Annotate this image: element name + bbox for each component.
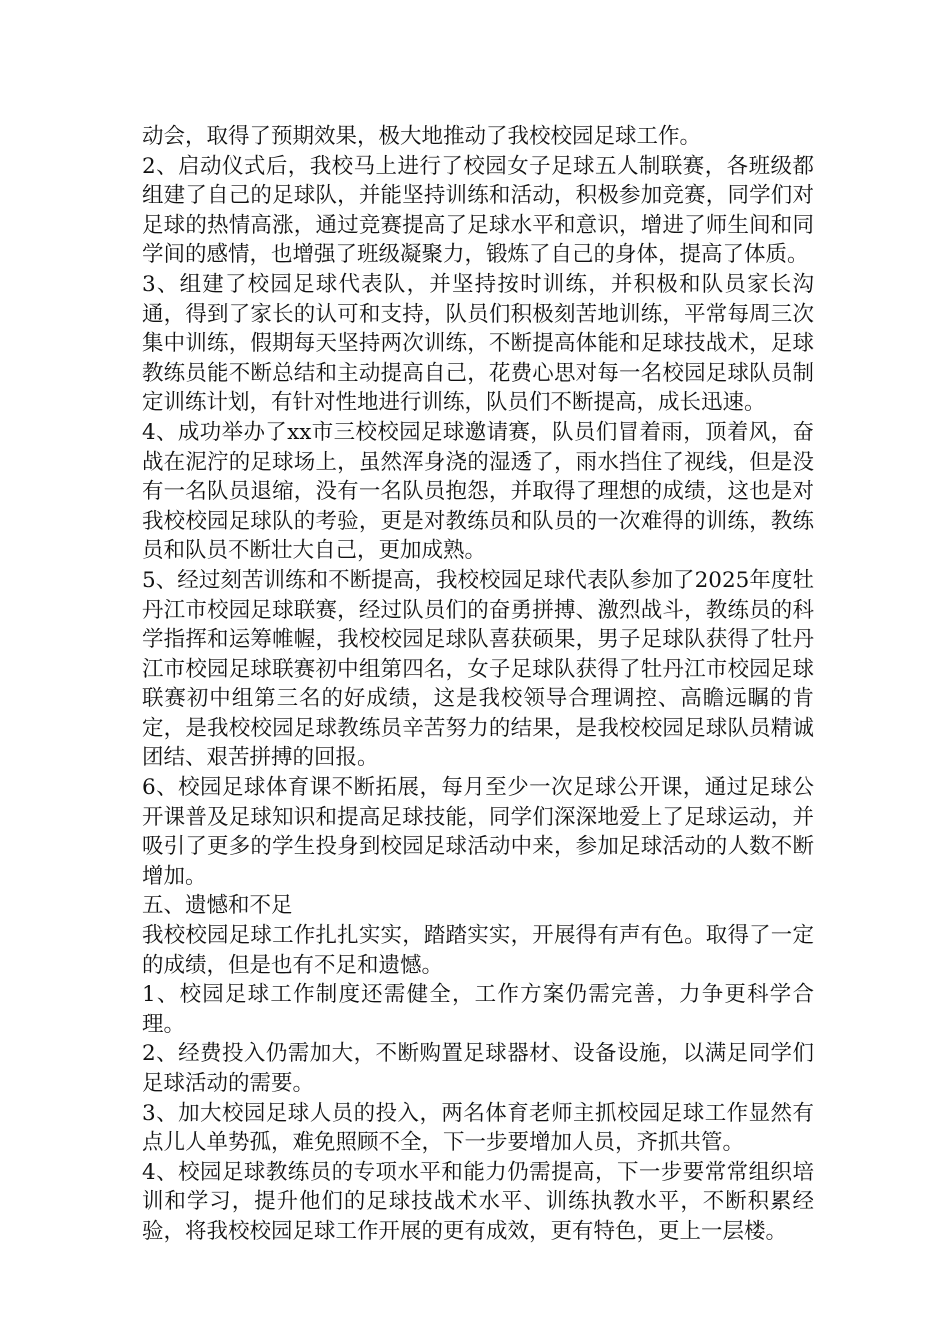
paragraph-shortcoming-2: 2、经费投入仍需加大，不断购置足球器材、设备设施，以满足同学们足球活动的需要。 bbox=[142, 1041, 814, 1096]
paragraph-continuation: 动会，取得了预期效果，极大地推动了我校校园足球工作。 bbox=[142, 124, 702, 149]
paragraph-shortcoming-1: 1、校园足球工作制度还需健全，工作方案仍需完善，力争更科学合理。 bbox=[142, 982, 814, 1037]
paragraph-shortcoming-4: 4、校园足球教练员的专项水平和能力仍需提高，下一步要常常组织培训和学习，提升他们的足球技战术水平、训练执教水平，不断积累经验，将我校校园足球工作开展的更有成效，更有特色，更上一层楼。 bbox=[142, 1159, 814, 1244]
paragraph-item-6: 6、校园足球体育课不断拓展，每月至少一次足球公开课，通过足球公开课普及足球知识和提高足球技能，同学们深深地爱上了足球运动，并吸引了更多的学生投身到校园足球活动中来，参加足球活动的人数不断增加。 bbox=[142, 775, 814, 889]
section-heading: 五、遗憾和不足 bbox=[142, 893, 293, 919]
paragraph-item-3: 3、组建了校园足球代表队，并坚持按时训练，并积极和队员家长沟通，得到了家长的认可和支持，队员们积极刻苦地训练，平常每周三次集中训练，假期每天坚持两次训练，不断提高体能和足球技战术，足球教练员能不断总结和主动提高自己，花费心思对每一名校园足球队员制定训练计划，有针对性地进行训练，队员们不断提高，成长迅速。 bbox=[142, 271, 814, 416]
paragraph-shortcoming-3: 3、加大校园足球人员的投入，两名体育老师主抓校园足球工作显然有点儿人单势孤，难免照顾不全，下一步要增加人员，齐抓共管。 bbox=[142, 1100, 814, 1156]
paragraph-summary: 我校校园足球工作扎扎实实，踏踏实实，开展得有声有色。取得了一定的成绩，但是也有不足和遗憾。 bbox=[142, 923, 814, 978]
paragraph-item-4: 4、成功举办了xx市三校校园足球邀请赛，队员们冒着雨，顶着风，奋战在泥泞的足球场上，虽然浑身浇的湿透了，雨水挡住了视线，但是没有一名队员退缩，没有一名队员抱怨，并取得了理想的成绩，这也是对我校校园足球队的考验，更是对教练员和队员的一次难得的训练，教练员和队员不断壮大自己，更加成熟。 bbox=[142, 419, 814, 564]
paragraph-item-5: 5、经过刻苦训练和不断提高，我校校园足球代表队参加了2025年度牡丹江市校园足球联赛，经过队员们的奋勇拼搏、激烈战斗，教练员的科学指挥和运筹帷幄，我校校园足球队喜获硕果，男子足球队获得了牡丹江市校园足球联赛初中组第四名，女子足球队获得了牡丹江市校园足球联赛初中组第三名的好成绩，这是我校领导合理调控、高瞻远瞩的肯定，是我校校园足球教练员辛苦努力的结果，是我校校园足球队员精诚团结、艰苦拼搏的回报。 bbox=[142, 567, 814, 771]
document-body bbox=[142, 122, 814, 1247]
paragraph-item-2: 2、启动仪式后，我校马上进行了校园女子足球五人制联赛，各班级都组建了自己的足球队，并能坚持训练和活动，积极参加竞赛，同学们对足球的热情高涨，通过竞赛提高了足球水平和意识，增进了师生间和同学间的感情，也增强了班级凝聚力，锻炼了自己的身体，提高了体质。 bbox=[142, 153, 814, 268]
